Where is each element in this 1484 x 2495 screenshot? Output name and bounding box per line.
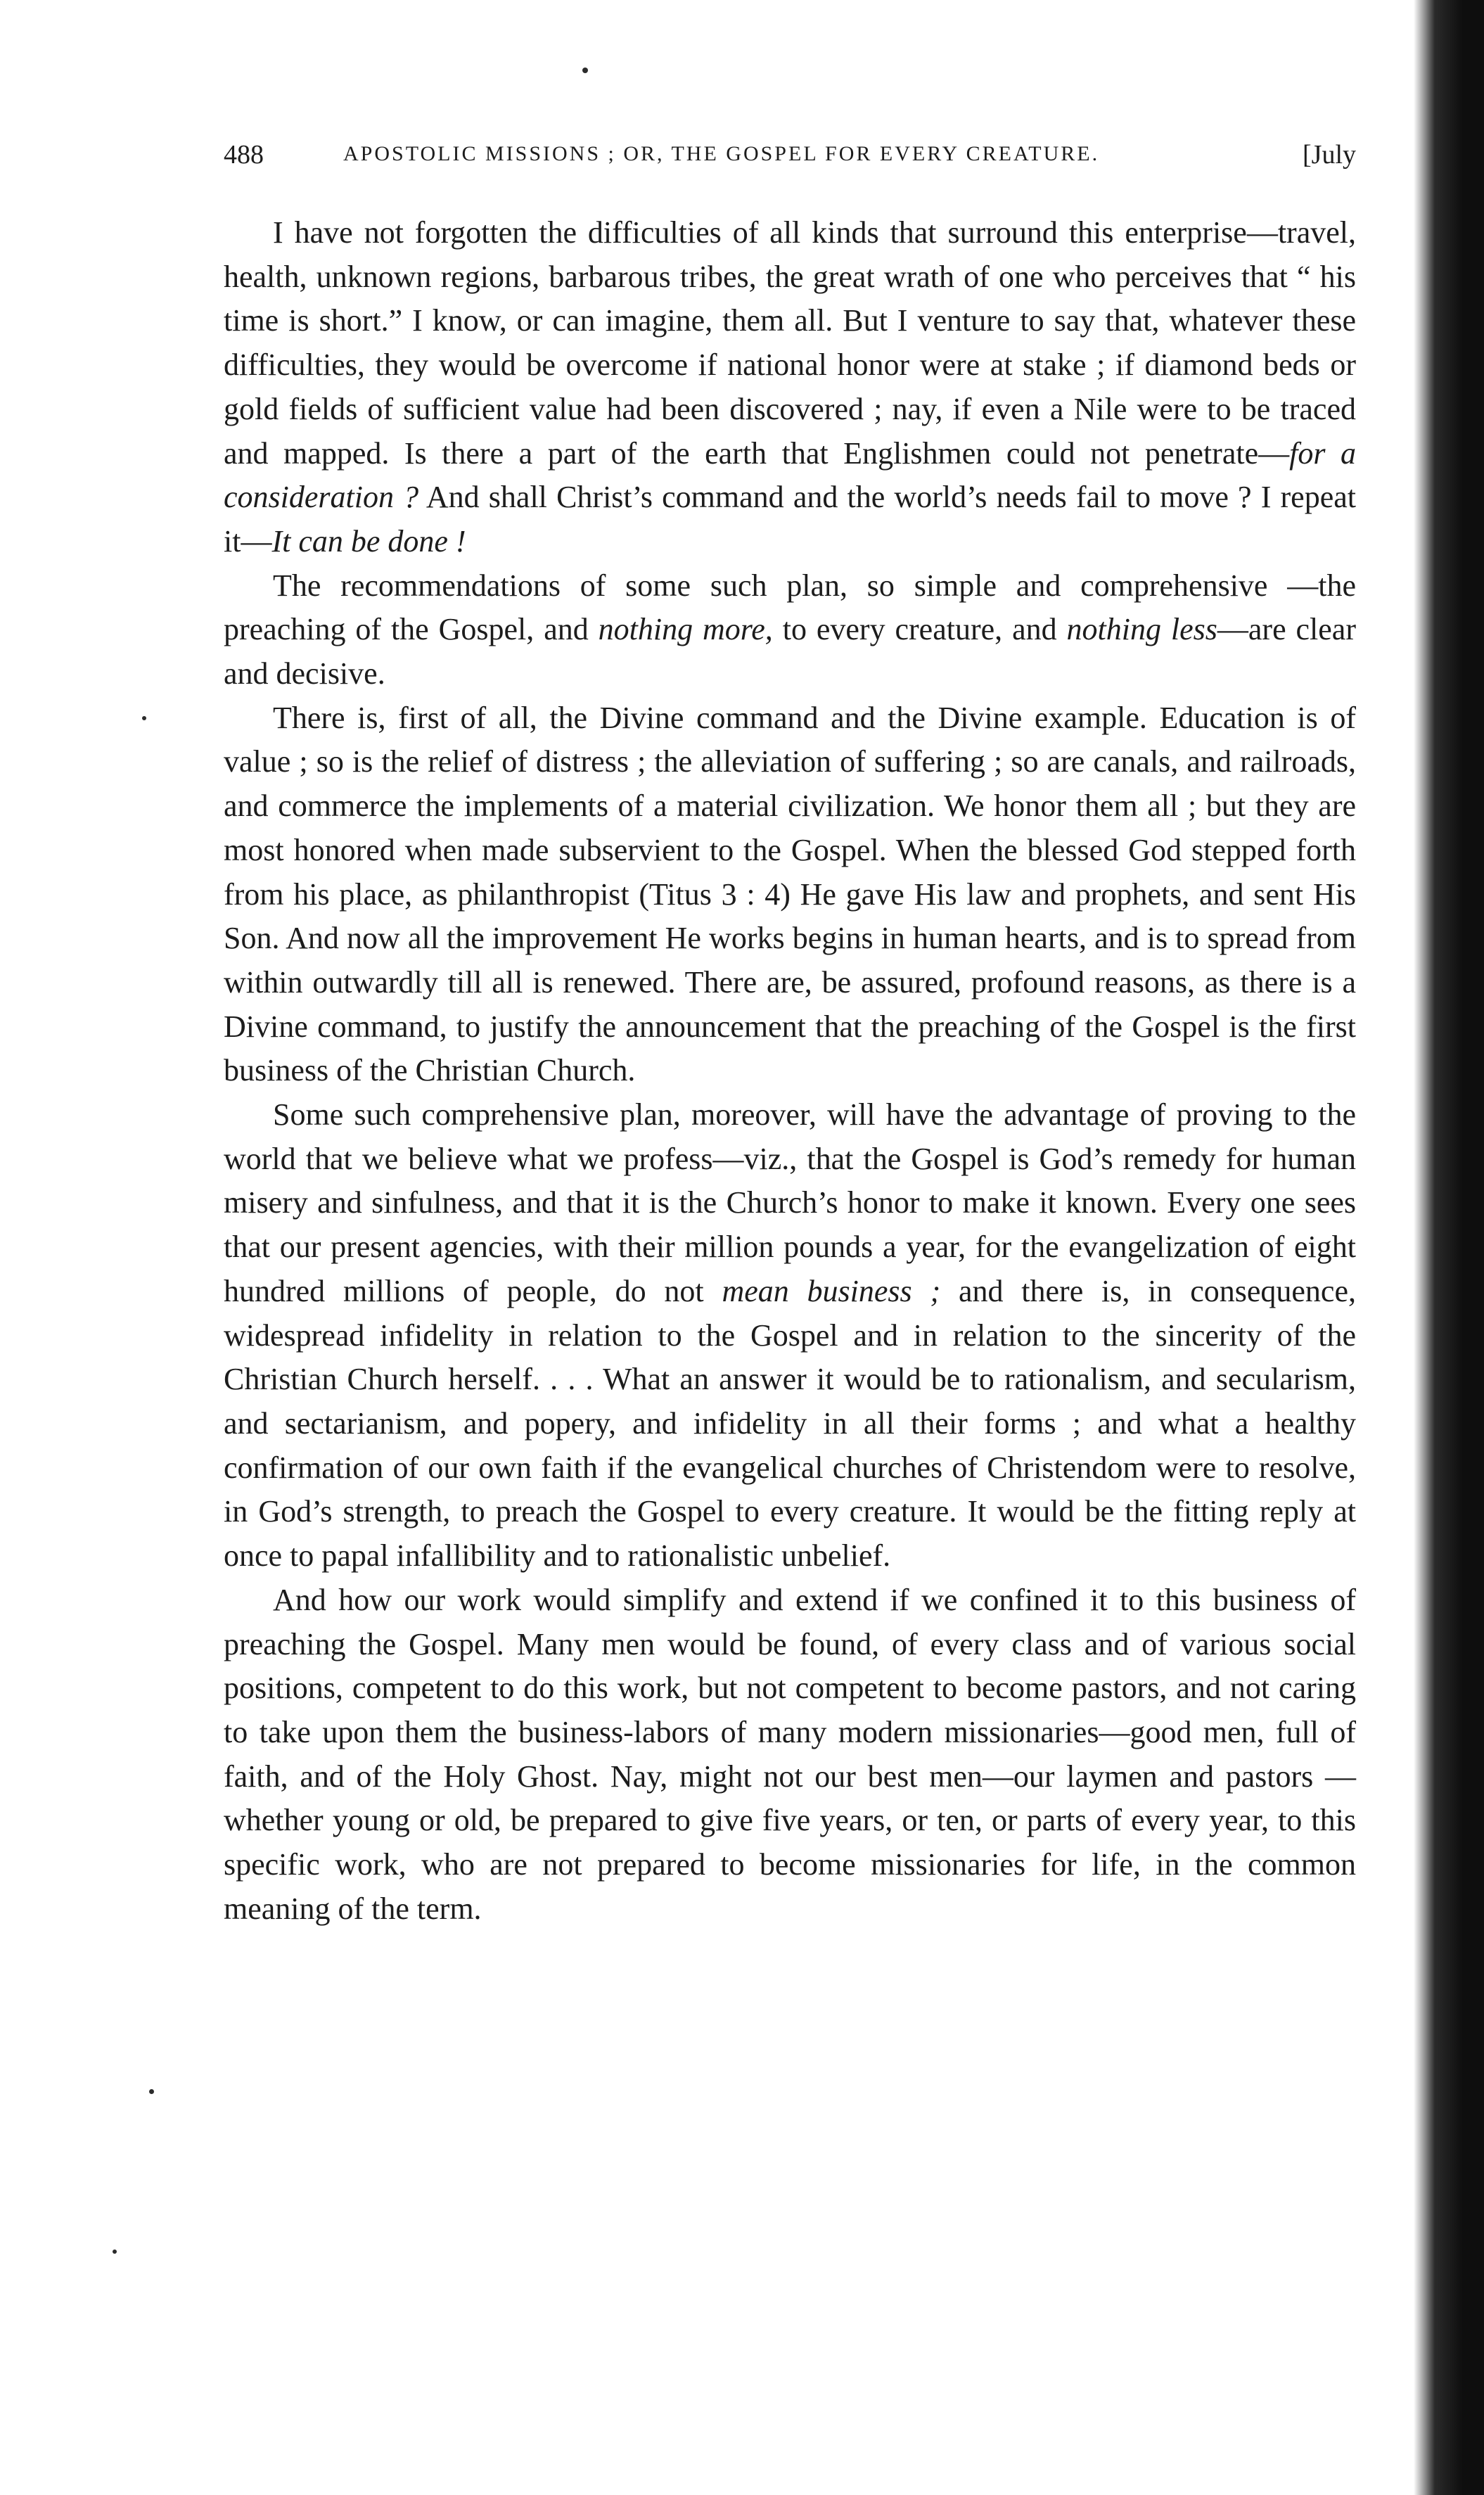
- scan-speck: [582, 68, 588, 73]
- text-run: I have not forgotten the difficulties of all kinds that surround this enterprise—travel, health, unknown regions, barbarous tribes, the great wrath of one who perceives that “ his time is short.” I know, or can imagine, them all. But I venture to say that, whatever these difficulties, they would be overcome if national honor were at stake ; if diamond beds or gold fields of sufficient value had been discovered ; nay, if even a Nile were to be traced and mapped. Is there a part of the earth that Englishmen could not penetrate—: [224, 215, 1356, 471]
- text-run: And how our work would simplify and extend if we confined it to this business of preaching the Gospel. Many men would be found, of every class and of various social positions, competent to do this work, but not competent to become pastors, and not caring to take upon them the business-labors of many modern missionaries—good men, full of faith, and of the Holy Ghost. Nay, might not our best men—our laymen and pastors —whether young or old, be prepared to give five years, or ten, or parts of every year, to this specific work, who are not prepared to become missionaries for life, in the common meaning of the term.: [224, 1582, 1356, 1926]
- scan-speck: [149, 2089, 154, 2094]
- running-header: [224, 139, 1356, 181]
- italic-run: nothing less: [1066, 612, 1217, 647]
- article-body: [224, 211, 1356, 1931]
- paragraph-1: [224, 211, 1356, 564]
- italic-run: It can be done !: [271, 523, 466, 559]
- running-title: APOSTOLIC MISSIONS ; OR, THE GOSPEL FOR EVERY CREATURE.: [343, 142, 1100, 165]
- text-run: Some such comprehensive plan, moreover, will have the advantage of proving to the world that we believe what we profess—viz., that the Gospel is God’s remedy for human misery and sinfulness, and that it is the Church’s honor to make it known. Every one sees that our present agencies, with their million pounds a year, for the evangelization of eight hundred millions of people, do not: [224, 1097, 1356, 1308]
- text-run: to every creature, and: [772, 612, 1067, 647]
- text-run: —are clear and decisive.: [224, 612, 1356, 691]
- scan-speck: [142, 716, 146, 720]
- italic-run: for a consideration ?: [224, 435, 1356, 515]
- paragraph-2: [224, 564, 1356, 696]
- italic-run: mean business ;: [722, 1273, 941, 1308]
- issue-month: [July: [1303, 140, 1356, 170]
- text-run: And shall Christ’s command and the world’s needs fail to move ? I repeat it—: [224, 480, 1356, 559]
- page-number: 488: [224, 140, 264, 170]
- italic-run: nothing more,: [598, 612, 773, 647]
- paragraph-5: [224, 1578, 1356, 1932]
- paragraph-3: [224, 696, 1356, 1093]
- text-run: and there is, in consequence, widespread infidelity in relation to the Gospel and in relation to the sincerity of the Christian Church herself. . . . What an answer it would be to rationalism, and secularism, and sectarianism, and popery, and infidelity in all their forms ; and what a healthy confirmation of our own faith if the evangelical churches of Christendom were to resolve, in God’s strength, to preach the Gospel to every creature. It would be the fitting reply at once to papal infallibility and to rationalistic unbelief.: [224, 1273, 1356, 1574]
- text-run: The recommendations of some such plan, so simple and comprehensive —the preaching of the Gospel, and: [224, 568, 1356, 647]
- scan-speck: [113, 2250, 117, 2254]
- paragraph-4: [224, 1093, 1356, 1578]
- page-edge-shadow: [1414, 0, 1484, 2495]
- text-run: There is, first of all, the Divine command and the Divine example. Education is of value ; so is the relief of distress ; the alleviation of suffering ; so are canals, and railroads, and commerce the implements of a material civilization. We honor them all ; but they are most honored when made subservient to the Gospel. When the blessed God stepped forth from his place, as philanthropist (Titus 3 : 4) He gave His law and prophets, and sent His Son. And now all the improvement He works begins in human hearts, and is to spread from within outwardly till all is renewed. There are, be assured, profound reasons, as there is a Divine command, to justify the announcement that the preaching of the Gospel is the first business of the Christian Church.: [224, 700, 1356, 1088]
